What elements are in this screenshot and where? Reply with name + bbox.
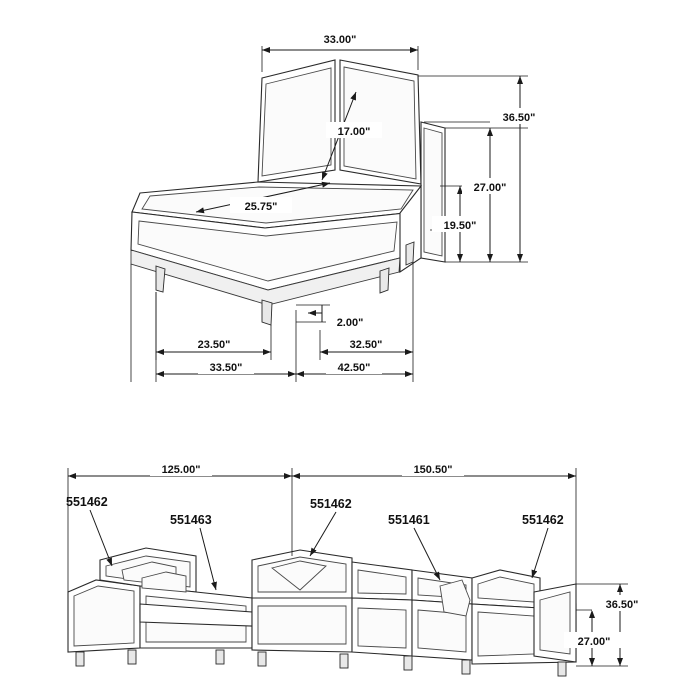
dim-overall-depth-left: 33.50" — [209, 362, 243, 374]
sectional-illustration — [68, 548, 576, 676]
chair-leg-rear — [406, 242, 414, 265]
dim-assembly-height: 36.50" — [605, 599, 639, 611]
dim-base-depth: 32.50" — [349, 339, 383, 351]
dim-back-height-diag: 17.00" — [337, 126, 371, 138]
dim-leg-height: 2.00" — [336, 317, 364, 329]
chair-leg-left — [156, 266, 165, 292]
dim-seat-height: 19.50" — [443, 220, 477, 232]
dim-seat-depth-diag: 25.75" — [244, 201, 278, 213]
dim-overall-depth-right: 42.50" — [337, 362, 371, 374]
chair-leg-center — [262, 300, 272, 325]
sku-left-armless: 551463 — [170, 513, 212, 527]
dim-assembly-seat-height: 27.00" — [577, 636, 611, 648]
sku-right-corner: 551462 — [522, 513, 564, 527]
chair-leg-right — [380, 268, 389, 293]
sku-center-armless: 551461 — [388, 513, 430, 527]
dim-arm-height: 27.00" — [473, 182, 507, 194]
dim-right-span: 150.50" — [413, 464, 453, 476]
sectional-sku-labels — [66, 495, 564, 527]
sku-center-corner: 551462 — [310, 497, 352, 511]
sku-left-corner: 551462 — [66, 495, 108, 509]
dim-inner-depth: 23.50" — [197, 339, 231, 351]
dim-overall-height: 36.50" — [502, 112, 536, 124]
dim-top-width: 33.00" — [323, 34, 357, 46]
dim-left-span: 125.00" — [161, 464, 201, 476]
